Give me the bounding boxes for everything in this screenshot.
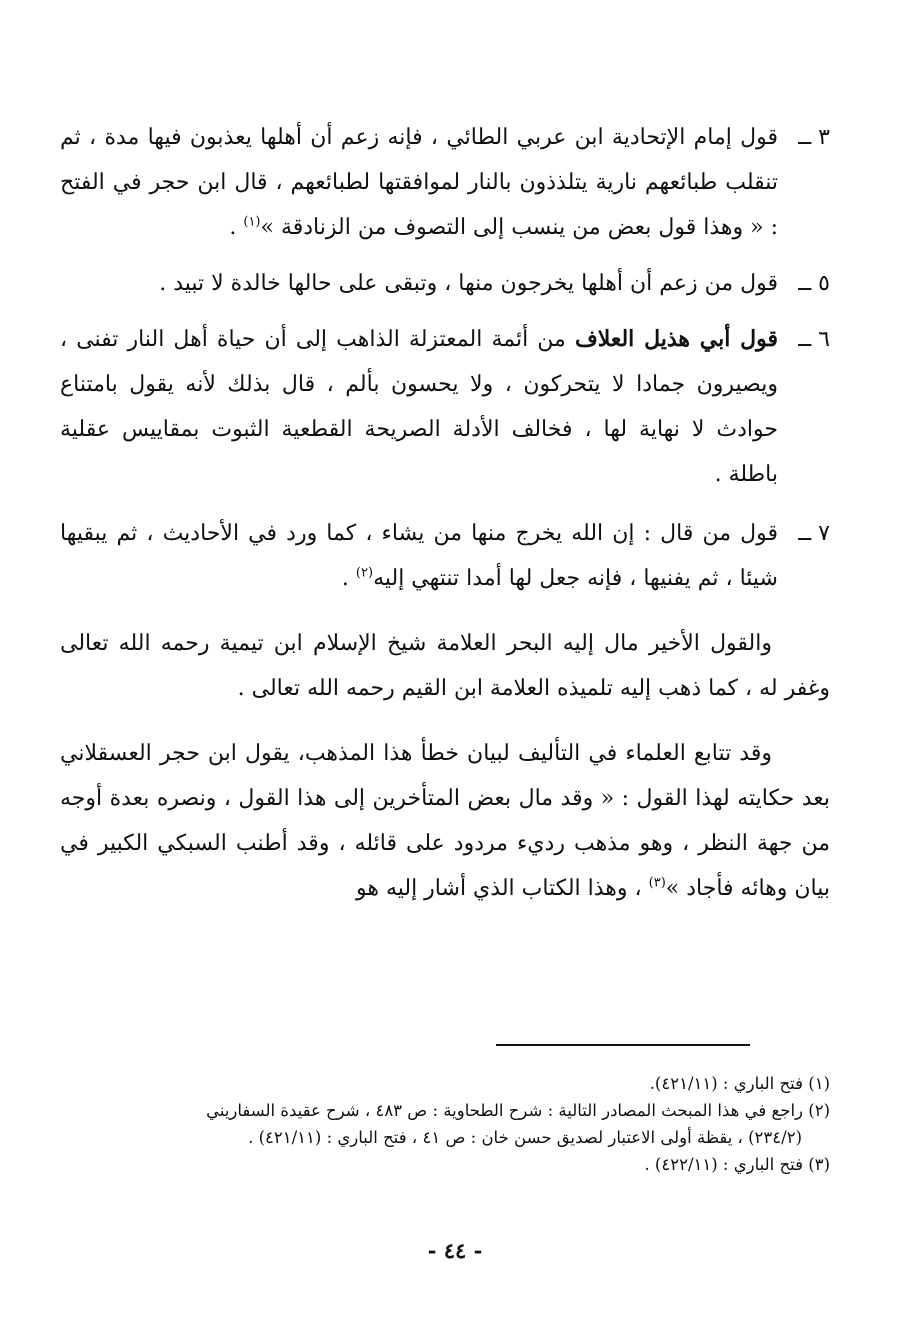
item-text: من أئمة المعتزلة الذاهب إلى أن حياة أهل النار تفنى ، ويصيرون جمادا لا يتحركون ، ولا يحسون بألم ، قال بذلك لأنه يقول بامتناع حوادث لا نهاية لها ، فخالف الأدلة الصريحة القطعية الثبوت بمقاييس عقلية باطلة . — [60, 327, 778, 487]
list-item — [60, 261, 830, 306]
footnote-continuation: (٢٣٤/٢) ، يقظة أولى الاعتبار لصديق حسن خان : ص ٤١ ، فتح الباري : (٤٢١/١١) . — [248, 1128, 802, 1147]
footnote: (٣) فتح الباري : (٤٢٢/١١) . — [644, 1155, 830, 1174]
item-end: . — [341, 566, 356, 591]
paragraph — [60, 621, 830, 711]
item-number: ٥ ــ — [798, 271, 830, 296]
paragraph — [60, 731, 830, 911]
list-item — [60, 511, 830, 601]
page-number: - ٤٤ - — [427, 1238, 483, 1263]
item-text: قول إمام الإتحادية ابن عربي الطائي ، فإنه زعم أن أهلها يعذبون فيها مدة ، ثم تنقلب طبائعهم نارية يتلذذون بالنار لموافقتها لطبائعهم ، قال ابن حجر في الفتح : « وهذا قول بعض من ينسب إلى التصوف من الزنادقة » — [60, 125, 778, 240]
item-text: قول من قال : إن الله يخرج منها من يشاء ، كما ورد في الأحاديث ، ثم يبقيها شيئا ، ثم يفنيها ، فإنه جعل لها أمدا تنتهي إليه — [60, 521, 778, 591]
item-bold-text: قول أبي هذيل العلاف — [574, 326, 778, 352]
footnote-ref[interactable]: (٢) — [355, 565, 374, 581]
footnote-separator — [496, 1044, 750, 1046]
main-text — [60, 115, 830, 911]
item-number: ٦ ــ — [798, 327, 830, 352]
list-item — [60, 317, 830, 497]
footnote: (٢) راجع في هذا المبحث المصادر التالية : شرح الطحاوية : ص ٤٨٣ ، شرح عقيدة السفاريني — [206, 1101, 830, 1120]
paragraph-text: وقد تتابع العلماء في التأليف لبيان خطأ هذا المذهب، يقول ابن حجر العسقلاني بعد حكايته لهذا القول : « وقد مال بعض المتأخرين إلى هذا القول ، ونصره بعدة أوجه من جهة النظر ، وهو مذهب رديء مردود على قائله ، وقد أطنب السبكي الكبير في بيان وهائه فأجاد » — [60, 741, 831, 901]
item-number: ٧ ــ — [798, 521, 830, 546]
footnote: (١) فتح الباري : (٤٢١/١١). — [649, 1074, 830, 1093]
item-end: . — [229, 215, 244, 240]
paragraph-end: ، وهذا الكتاب الذي أشار إليه هو — [355, 876, 649, 901]
footnote-ref[interactable]: (١) — [243, 214, 261, 230]
footnotes — [60, 1070, 830, 1178]
list-item — [60, 115, 830, 250]
footnote-ref[interactable]: (٣) — [648, 875, 666, 891]
paragraph-text: والقول الأخير مال إليه البحر العلامة شيخ الإسلام ابن تيمية رحمه الله تعالى وغفر له ، كما ذهب إليه تلميذه العلامة ابن القيم رحمه الله تعالى . — [60, 631, 830, 701]
item-text: قول من زعم أن أهلها يخرجون منها ، وتبقى على حالها خالدة لا تبيد . — [159, 271, 778, 296]
item-number: ٣ ــ — [798, 125, 830, 150]
